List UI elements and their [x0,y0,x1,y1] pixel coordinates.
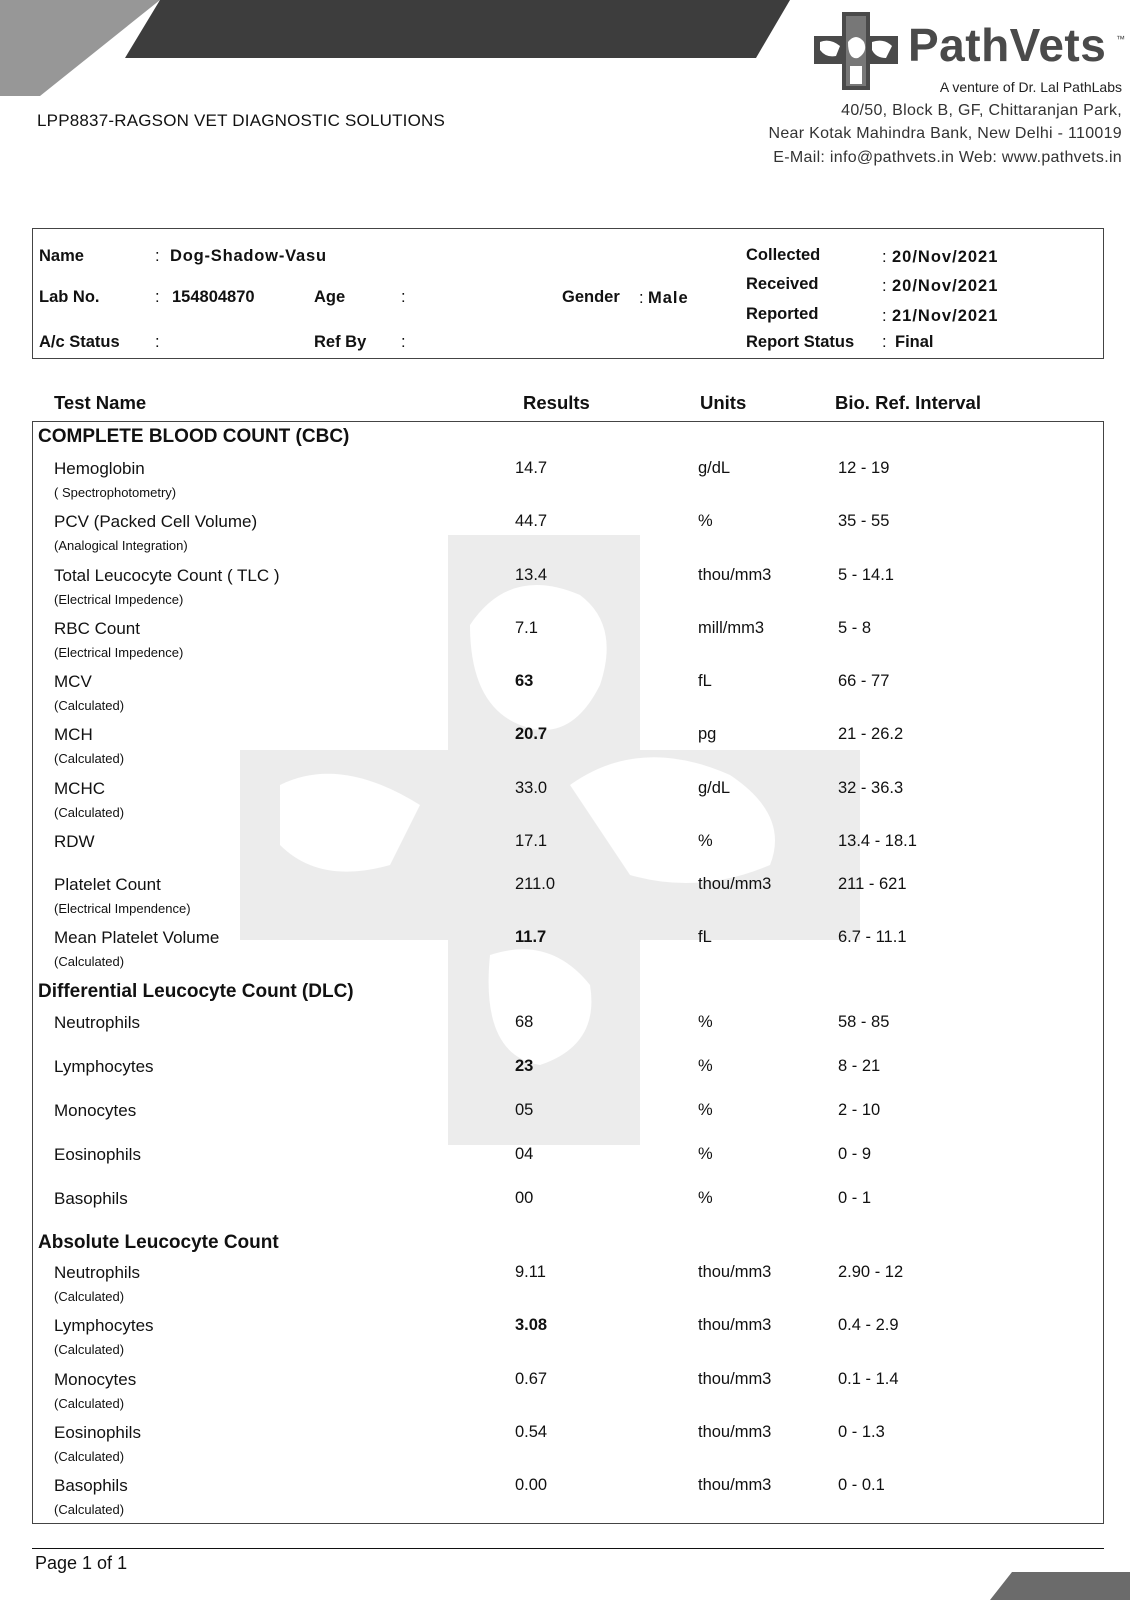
test-ref-interval: 0 - 0.1 [838,1476,885,1495]
ac-status-colon: : [155,333,160,351]
test-name: Eosinophils [54,1145,141,1164]
report-status-label: Report Status [746,333,855,351]
collected-colon: : [882,248,887,266]
test-unit: g/dL [698,459,731,477]
test-unit: pg [698,725,717,743]
test-ref-interval: 5 - 8 [838,619,872,637]
test-name: MCV [54,672,92,691]
test-result: 9.11 [515,1263,546,1281]
test-result: 0.00 [515,1476,548,1495]
page-number: Page 1 of 1 [35,1553,128,1573]
test-ref-interval: 0 - 9 [838,1145,872,1163]
test-ref-interval: 8 - 21 [838,1057,881,1075]
address-line-2: Near Kotak Mahindra Bank, New Delhi - 110019 [768,125,1122,142]
test-unit: fL [698,928,712,946]
test-unit: % [698,1013,713,1031]
test-name: Neutrophils [54,1013,140,1032]
test-result: 44.7 [515,512,548,530]
test-unit: thou/mm3 [698,1369,772,1388]
test-ref-interval: 13.4 - 18.1 [838,832,917,850]
test-ref-interval: 211 - 621 [838,875,907,893]
test-result: 68 [515,1013,534,1031]
section-cbc: COMPLETE BLOOD COUNT (CBC) [38,426,350,447]
report-status-colon: : [882,333,887,351]
test-ref-interval: 21 - 26.2 [838,725,904,743]
address-line-1: 40/50, Block B, GF, Chittaranjan Park, [841,102,1122,119]
lab-identifier: LPP8837-RAGSON VET DIAGNOSTIC SOLUTIONS [37,111,446,130]
test-name: Platelet Count [54,875,161,894]
section-dlc: Differential Leucocyte Count (DLC) [38,981,354,1002]
test-unit: % [698,512,713,530]
test-ref-interval: 58 - 85 [838,1013,890,1031]
received-label: Received [746,275,819,293]
test-result: 17.1 [515,832,548,850]
test-result: 14.7 [515,459,548,477]
test-result: 63 [515,672,534,690]
test-result: 33.0 [515,779,548,797]
test-unit: thou/mm3 [698,566,772,584]
received-value: 20/Nov/2021 [892,277,999,295]
footer-divider [32,1548,1104,1549]
test-unit: % [698,832,713,850]
test-ref-interval: 2.90 - 12 [838,1263,904,1281]
pathvets-cross-logo-icon [814,12,898,90]
test-result: 20.7 [515,725,548,743]
test-method: (Calculated) [54,751,125,766]
test-unit: % [698,1101,713,1119]
test-ref-interval: 66 - 77 [838,672,890,690]
test-method: (Calculated) [54,1289,125,1304]
test-method: (Calculated) [54,954,125,969]
test-ref-interval: 0.4 - 2.9 [838,1316,899,1335]
test-result: 00 [515,1189,534,1207]
ac-status-label: A/c Status [39,333,120,351]
trademark-symbol: ™ [1116,34,1125,44]
test-unit: thou/mm3 [698,875,772,893]
test-ref-interval: 35 - 55 [838,512,890,530]
test-result: 7.1 [515,619,538,637]
test-result: 11.7 [515,928,547,946]
footer-corner-band [990,1572,1130,1600]
name-label: Name [39,247,84,265]
test-result: 13.4 [515,566,548,584]
test-unit: % [698,1189,713,1207]
age-colon: : [401,288,406,306]
test-result: 23 [515,1057,534,1075]
test-ref-interval: 5 - 14.1 [838,566,894,584]
test-result: 3.08 [515,1316,548,1335]
test-ref-interval: 0 - 1 [838,1189,872,1207]
collected-label: Collected [746,246,821,264]
brand-name: PathVets [908,19,1107,71]
test-result: 05 [515,1101,534,1119]
ref-by-label: Ref By [314,333,367,351]
test-method: (Calculated) [54,698,125,713]
reported-value: 21/Nov/2021 [892,307,999,325]
test-name: RBC Count [54,619,140,638]
test-unit: g/dL [698,779,731,797]
test-name: Mean Platelet Volume [54,928,220,947]
test-unit: thou/mm3 [698,1316,772,1335]
contact-line: E-Mail: info@pathvets.in Web: www.pathvets.in [773,149,1122,166]
reported-label: Reported [746,305,819,323]
test-method: (Calculated) [54,805,125,820]
test-ref-interval: 6.7 - 11.1 [838,928,907,946]
test-name: MCHC [54,779,105,798]
test-name: MCH [54,725,93,744]
test-unit: % [698,1057,713,1075]
test-unit: fL [698,672,712,690]
test-method: (Calculated) [54,1502,125,1518]
test-name: RDW [54,832,95,851]
test-name: Basophils [54,1476,128,1496]
test-name: Hemoglobin [54,459,145,478]
test-name: PCV (Packed Cell Volume) [54,512,258,531]
labno-label: Lab No. [39,288,100,306]
test-result: 0.67 [515,1369,548,1388]
section-alc: Absolute Leucocyte Count [38,1232,279,1253]
test-ref-interval: 32 - 36.3 [838,779,904,797]
test-method: (Electrical Impedence) [54,645,184,660]
test-method: (Electrical Impedence) [54,592,184,607]
test-method: (Electrical Impendence) [54,901,191,916]
test-name: Monocytes [54,1101,137,1120]
test-name: Monocytes [54,1369,137,1389]
age-label: Age [314,288,346,306]
test-name: Total Leucocyte Count ( TLC ) [54,566,280,585]
test-name: Lymphocytes [54,1316,154,1336]
test-unit: thou/mm3 [698,1476,772,1495]
column-header-ref-interval: Bio. Ref. Interval [835,392,981,413]
test-result: 04 [515,1145,534,1163]
test-ref-interval: 0 - 1.3 [838,1422,885,1441]
test-method: (Calculated) [54,1342,125,1358]
results-table [32,421,1104,1524]
reported-colon: : [882,307,887,325]
gender-colon: : [639,289,644,307]
test-name: Lymphocytes [54,1057,154,1076]
name-colon: : [155,247,160,265]
column-header-units: Units [700,392,747,413]
test-name: Basophils [54,1189,128,1208]
gender-label: Gender [562,288,620,306]
column-header-test-name: Test Name [54,392,147,413]
test-unit: thou/mm3 [698,1422,772,1441]
ref-by-colon: : [401,333,406,351]
test-result: 0.54 [515,1422,548,1441]
collected-value: 20/Nov/2021 [892,248,999,266]
report-status-value: Final [895,333,934,351]
column-header-results: Results [523,392,590,413]
labno-value: 154804870 [172,288,255,306]
test-method: ( Spectrophotometry) [54,485,177,500]
test-ref-interval: 0.1 - 1.4 [838,1369,899,1388]
venture-line: A venture of Dr. Lal PathLabs [939,79,1122,95]
name-value: Dog-Shadow-Vasu [170,247,327,265]
test-ref-interval: 12 - 19 [838,459,890,477]
test-method: (Analogical Integration) [54,538,188,553]
test-unit: mill/mm3 [698,619,764,637]
test-result: 211.0 [515,875,556,893]
received-colon: : [882,277,887,295]
test-unit: % [698,1145,713,1163]
test-method: (Calculated) [54,1395,125,1411]
test-unit: thou/mm3 [698,1263,772,1281]
test-name: Eosinophils [54,1422,141,1442]
test-method: (Calculated) [54,1448,125,1464]
test-name: Neutrophils [54,1263,140,1282]
test-ref-interval: 2 - 10 [838,1101,881,1119]
gender-value: Male [648,289,689,307]
labno-colon: : [155,288,160,306]
